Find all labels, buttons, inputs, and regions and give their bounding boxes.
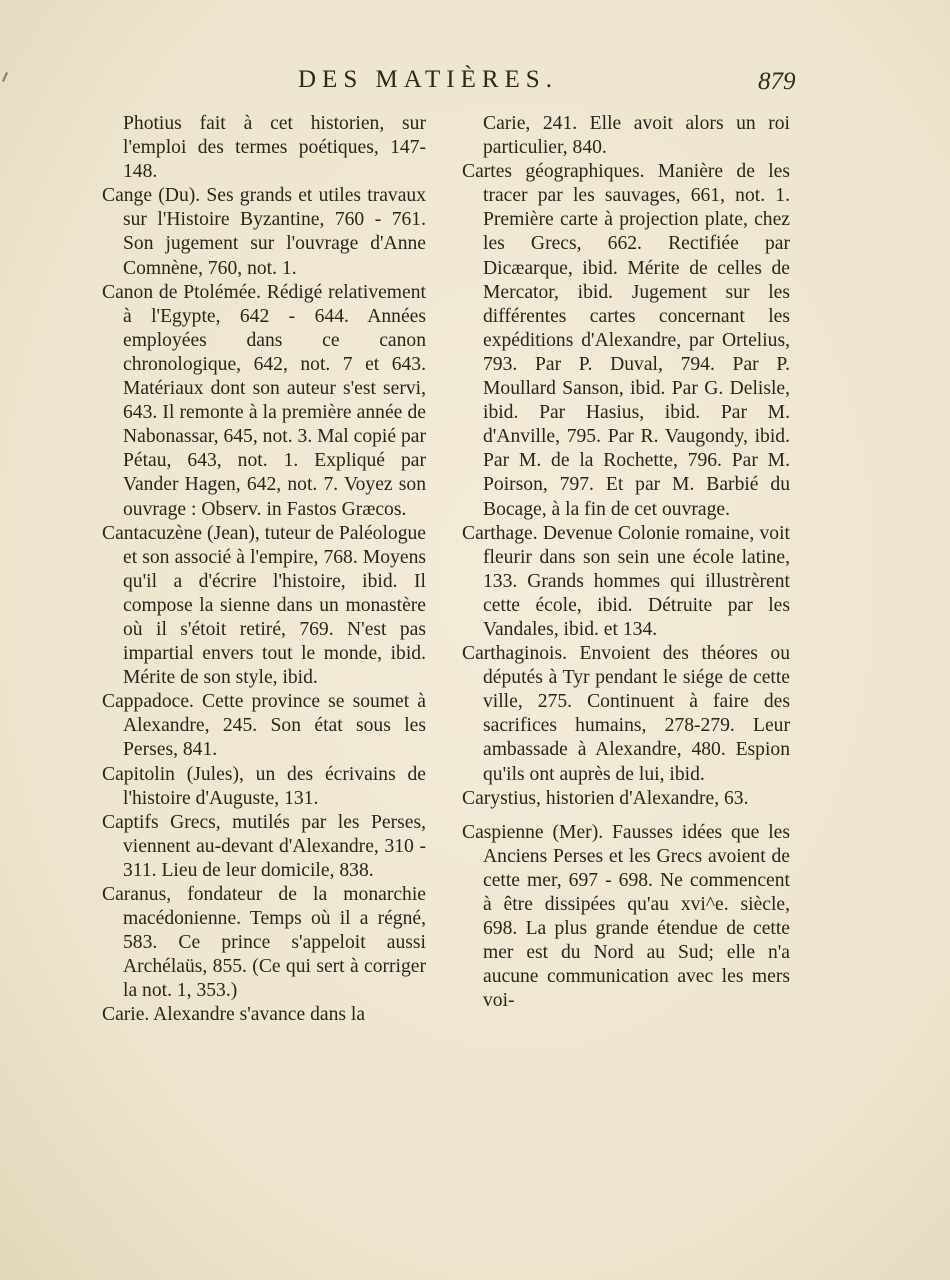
index-entry: Caranus, fondateur de la monarchie macédonienne. Temps où il a régné, 583. Ce prince s'appeloit aussi Archélaüs, 855. (Ce qui sert à corriger la not. 1, 353.) [102,884,426,1002]
index-entry: Photius fait à cet historien, sur l'emploi des termes poétiques, 147-148. [123,113,426,183]
index-entry: Caspienne (Mer). Fausses idées que les Anciens Perses et les Grecs avoient de cette mer, 697 - 698. Ne commencent à être dissipées qu'au xvi^e. siècle, 698. La plus grande étendue de cette mer est du Nord au Sud; elle n'a aucune communication avec les mers voi- [462,821,790,1012]
index-entry: Carie, 241. Elle avoit alors un roi particulier, 840. [483,113,790,159]
index-entry: Cange (Du). Ses grands et utiles travaux sur l'Histoire Byzantine, 760 - 761. Son jugement sur l'ouvrage d'Anne Comnène, 760, not. 1. [102,185,426,279]
index-entry: Carthaginois. Envoient des théores ou députés à Tyr pendant le siége de cette ville, 275. Continuent à faire des sacrifices humains, 278-279. Leur ambassade à Alexandre, 480. Espion qu'ils ont auprès de lui, ibid. [462,643,790,785]
index-entry: Carie. Alexandre s'avance dans la [102,1004,366,1026]
index-entry: Captifs Grecs, mutilés par les Perses, viennent au-devant d'Alexandre, 310 - 311. Lieu de leur domicile, 838. [102,811,426,881]
running-head [0,66,950,100]
index-entry: Carystius, historien d'Alexandre, 63. [462,787,749,809]
index-entry: Cantacuzène (Jean), tuteur de Paléologue et son associé à l'empire, 768. Moyens qu'il a d'écrire l'histoire, ibid. Il compose la sienne dans un monastère où il s'étoit retiré, 769. N'est pas impartial envers tout le monde, ibid. Mérite de son style, ibid. [102,522,426,689]
index-entry: Canon de Ptolémée. Rédigé relativement à l'Egypte, 642 - 644. Années employées dans ce canon chronologique, 642, not. 7 et 643. Matériaux dont son auteur s'est servi, 643. Il remonte à la première année de Nabonassar, 645, not. 3. Mal copié par Pétau, 643, not. 1. Expliqué par Vander Hagen, 642, not. 7. Voyez son ouvrage : Observ. in Fastos Græcos. [102,281,426,520]
index-entry: Carthage. Devenue Colonie romaine, voit fleurir dans son sein une école latine, 133. Grands hommes qui illustrèrent cette école, ibid. Détruite par les Vandales, ibid. et 134. [462,522,790,640]
page-number: 879 [758,68,796,95]
index-entry: Capitolin (Jules), un des écrivains de l'histoire d'Auguste, 131. [102,763,426,809]
left-column [102,112,426,1028]
right-column [462,112,790,1013]
running-title: DES MATIÈRES. [298,66,558,93]
index-entry: Cartes géographiques. Manière de les tracer par les sauvages, 661, not. 1. Première carte à projection plate, chez les Grecs, 662. Rectifiée par Dicæarque, ibid. Mérite de celles de Mercator, ibid. Jugement sur les différentes cartes concernant les expéditions d'Alexandre, par Ortelius, 793. Par P. Duval, 794. Par P. Moullard Sanson, ibid. Par G. Delisle, ibid. Par Hasius, ibid. Par M. d'Anville, 795. Par R. Vaugondy, ibid. Par M. de la Rochette, 796. Par M. Poirson, 797. Et par M. Barbié du Bocage, à la fin de cet ouvrage. [462,161,790,520]
entry-spacer [462,811,790,821]
index-entry: Cappadoce. Cette province se soumet à Alexandre, 245. Son état sous les Perses, 841. [102,691,426,761]
